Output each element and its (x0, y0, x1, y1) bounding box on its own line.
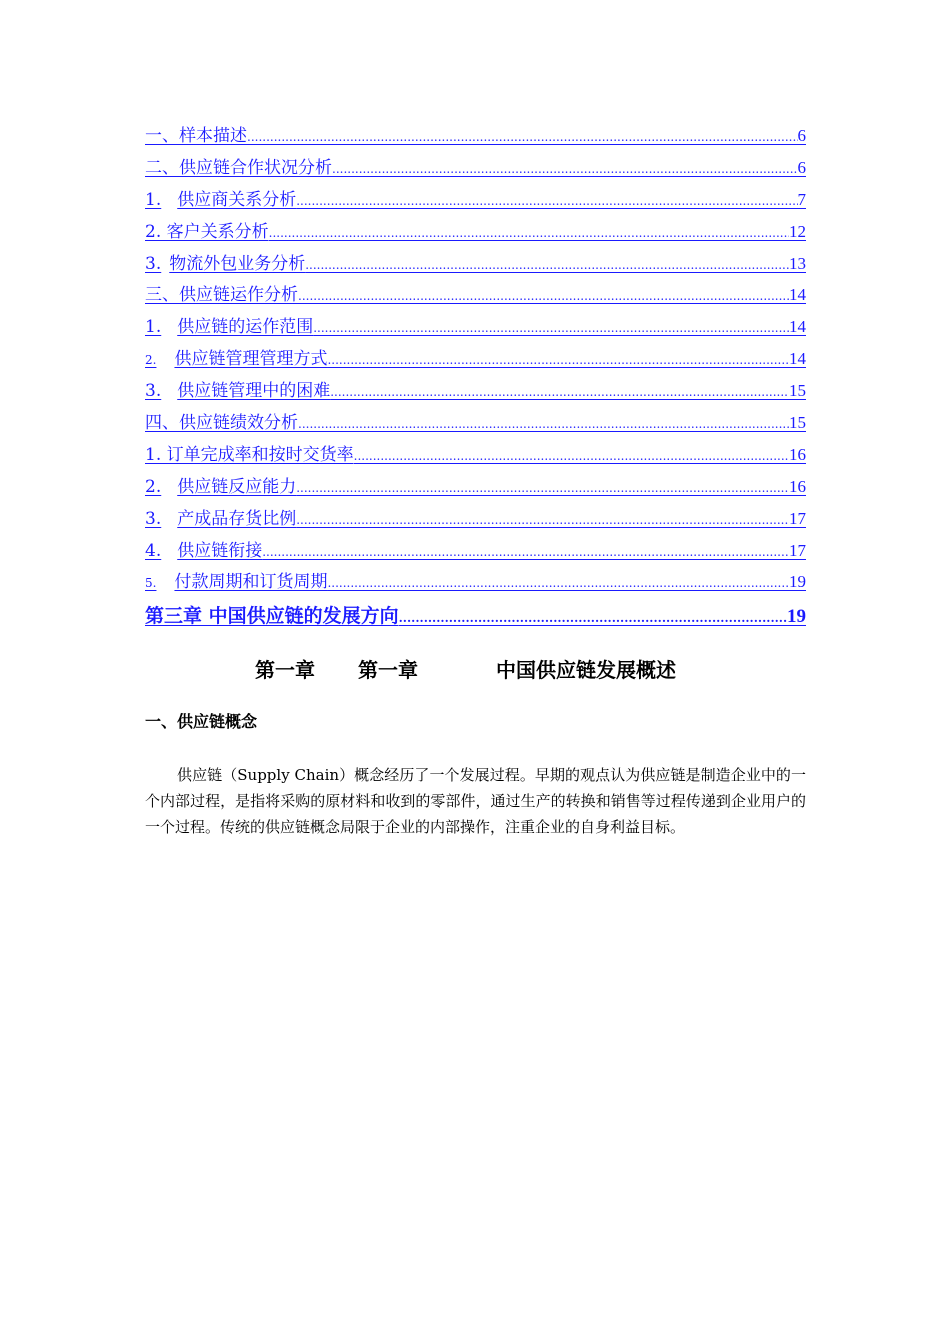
toc-page-number: 17 (789, 508, 806, 528)
toc-entry-label: 三、供应链运作分析 (145, 285, 298, 306)
toc-page-number: 14 (789, 349, 806, 369)
toc-page-number: 16 (789, 444, 806, 464)
toc-entry-cooperation-analysis[interactable] (145, 152, 806, 184)
toc-page-number: 19 (787, 606, 806, 628)
toc-entry-label: 1. 订单完成率和按时交货率 (145, 444, 354, 465)
section-heading: 一、供应链概念 (145, 712, 258, 731)
toc-page-number: 6 (797, 157, 806, 177)
toc-entry-number: 3. (145, 253, 162, 274)
toc-leader-dots (296, 473, 789, 503)
toc-leader-dots (313, 313, 789, 343)
toc-entry-label: 物流外包业务分析 (169, 253, 306, 274)
toc-entry-label: 供应商关系分析 (177, 189, 297, 210)
toc-entry-supplier-relations[interactable] (145, 184, 806, 216)
table-of-contents (145, 120, 806, 634)
toc-entry-label: 供应链衔接 (177, 540, 263, 561)
toc-entry-customer-relations[interactable] (145, 216, 806, 248)
toc-entry-number: 3. (145, 508, 162, 529)
toc-entry-label: 供应链的运作范围 (177, 317, 314, 338)
chapter-title (0, 655, 950, 685)
toc-entry-label: 供应链管理中的困难 (177, 381, 331, 402)
toc-page-number: 7 (797, 189, 806, 209)
toc-page-number: 19 (789, 572, 806, 592)
toc-entry-management-method[interactable] (145, 343, 806, 375)
toc-entry-label: 供应链反应能力 (177, 476, 297, 497)
toc-entry-payment-order-cycle[interactable] (145, 566, 806, 598)
toc-page-number: 14 (789, 317, 806, 337)
toc-entry-logistics-outsourcing[interactable] (145, 248, 806, 280)
toc-entry-sample-description[interactable] (145, 120, 806, 152)
toc-entry-label: 供应链管理管理方式 (174, 349, 328, 370)
body-paragraph: 供应链（Supply Chain）概念经历了一个发展过程。早期的观点认为供应链是制造企业中的一个内部过程，是指将采购的原材料和收到的零部件，通过生产的转换和销售等过程传递到企业用户的一个过程。传统的供应链概念局限于企业的内部操作，注重企业的自身利益目标。 (145, 766, 806, 836)
toc-entry-label: 付款周期和订货周期 (174, 572, 328, 593)
toc-page-number: 6 (797, 126, 806, 145)
toc-entry-chain-linkage[interactable] (145, 535, 806, 567)
toc-page-number: 16 (789, 476, 806, 496)
toc-entry-number: 2. (145, 476, 162, 497)
toc-page-number: 15 (789, 381, 806, 401)
toc-entry-inventory-ratio[interactable] (145, 503, 806, 535)
toc-entry-number: 4. (145, 540, 162, 561)
toc-entry-performance-analysis[interactable] (145, 407, 806, 439)
toc-entry-label: 一、样本描述 (145, 126, 247, 146)
toc-page-number: 15 (789, 413, 806, 433)
toc-leader-dots (298, 409, 789, 439)
toc-leader-dots (332, 154, 798, 184)
toc-entry-label: 二、供应链合作状况分析 (145, 157, 332, 178)
toc-leader-dots (298, 281, 789, 311)
toc-entry-label: 2. 客户关系分析 (145, 221, 269, 242)
toc-entry-number: 3. (145, 381, 162, 402)
toc-leader-dots (296, 505, 789, 535)
chapter-label-first: 第一章 (255, 658, 315, 682)
toc-entry-order-completion[interactable] (145, 439, 806, 471)
toc-entry-number: 2. (145, 353, 157, 368)
toc-leader-dots (247, 122, 798, 152)
toc-entry-operation-analysis[interactable] (145, 279, 806, 311)
toc-page-number: 12 (789, 221, 806, 241)
toc-entry-operation-scope[interactable] (145, 311, 806, 343)
chapter-title-text: 中国供应链发展概述 (496, 658, 676, 682)
toc-leader-dots (327, 568, 789, 598)
toc-leader-dots (399, 600, 787, 634)
toc-leader-dots (354, 441, 789, 471)
toc-entry-label: 产成品存货比例 (177, 508, 297, 529)
toc-page-number: 17 (789, 540, 806, 560)
toc-leader-dots (262, 537, 789, 567)
toc-entry-number: 1. (145, 189, 162, 210)
toc-entry-response-capability[interactable] (145, 471, 806, 503)
chapter-label-second: 第一章 (358, 658, 418, 682)
toc-leader-dots (269, 218, 789, 248)
toc-entry-label: 第三章 中国供应链的发展方向 (145, 605, 399, 628)
toc-entry-management-difficulties[interactable] (145, 375, 806, 407)
toc-leader-dots (327, 345, 789, 375)
toc-entry-label: 四、供应链绩效分析 (145, 413, 298, 434)
toc-entry-number: 5. (145, 576, 157, 591)
toc-leader-dots (296, 186, 797, 216)
toc-page-number: 14 (789, 285, 806, 305)
toc-leader-dots (330, 377, 789, 407)
toc-leader-dots (305, 250, 789, 280)
toc-entry-chapter-three[interactable] (145, 598, 806, 634)
toc-entry-number: 1. (145, 317, 162, 338)
toc-page-number: 13 (789, 253, 806, 273)
